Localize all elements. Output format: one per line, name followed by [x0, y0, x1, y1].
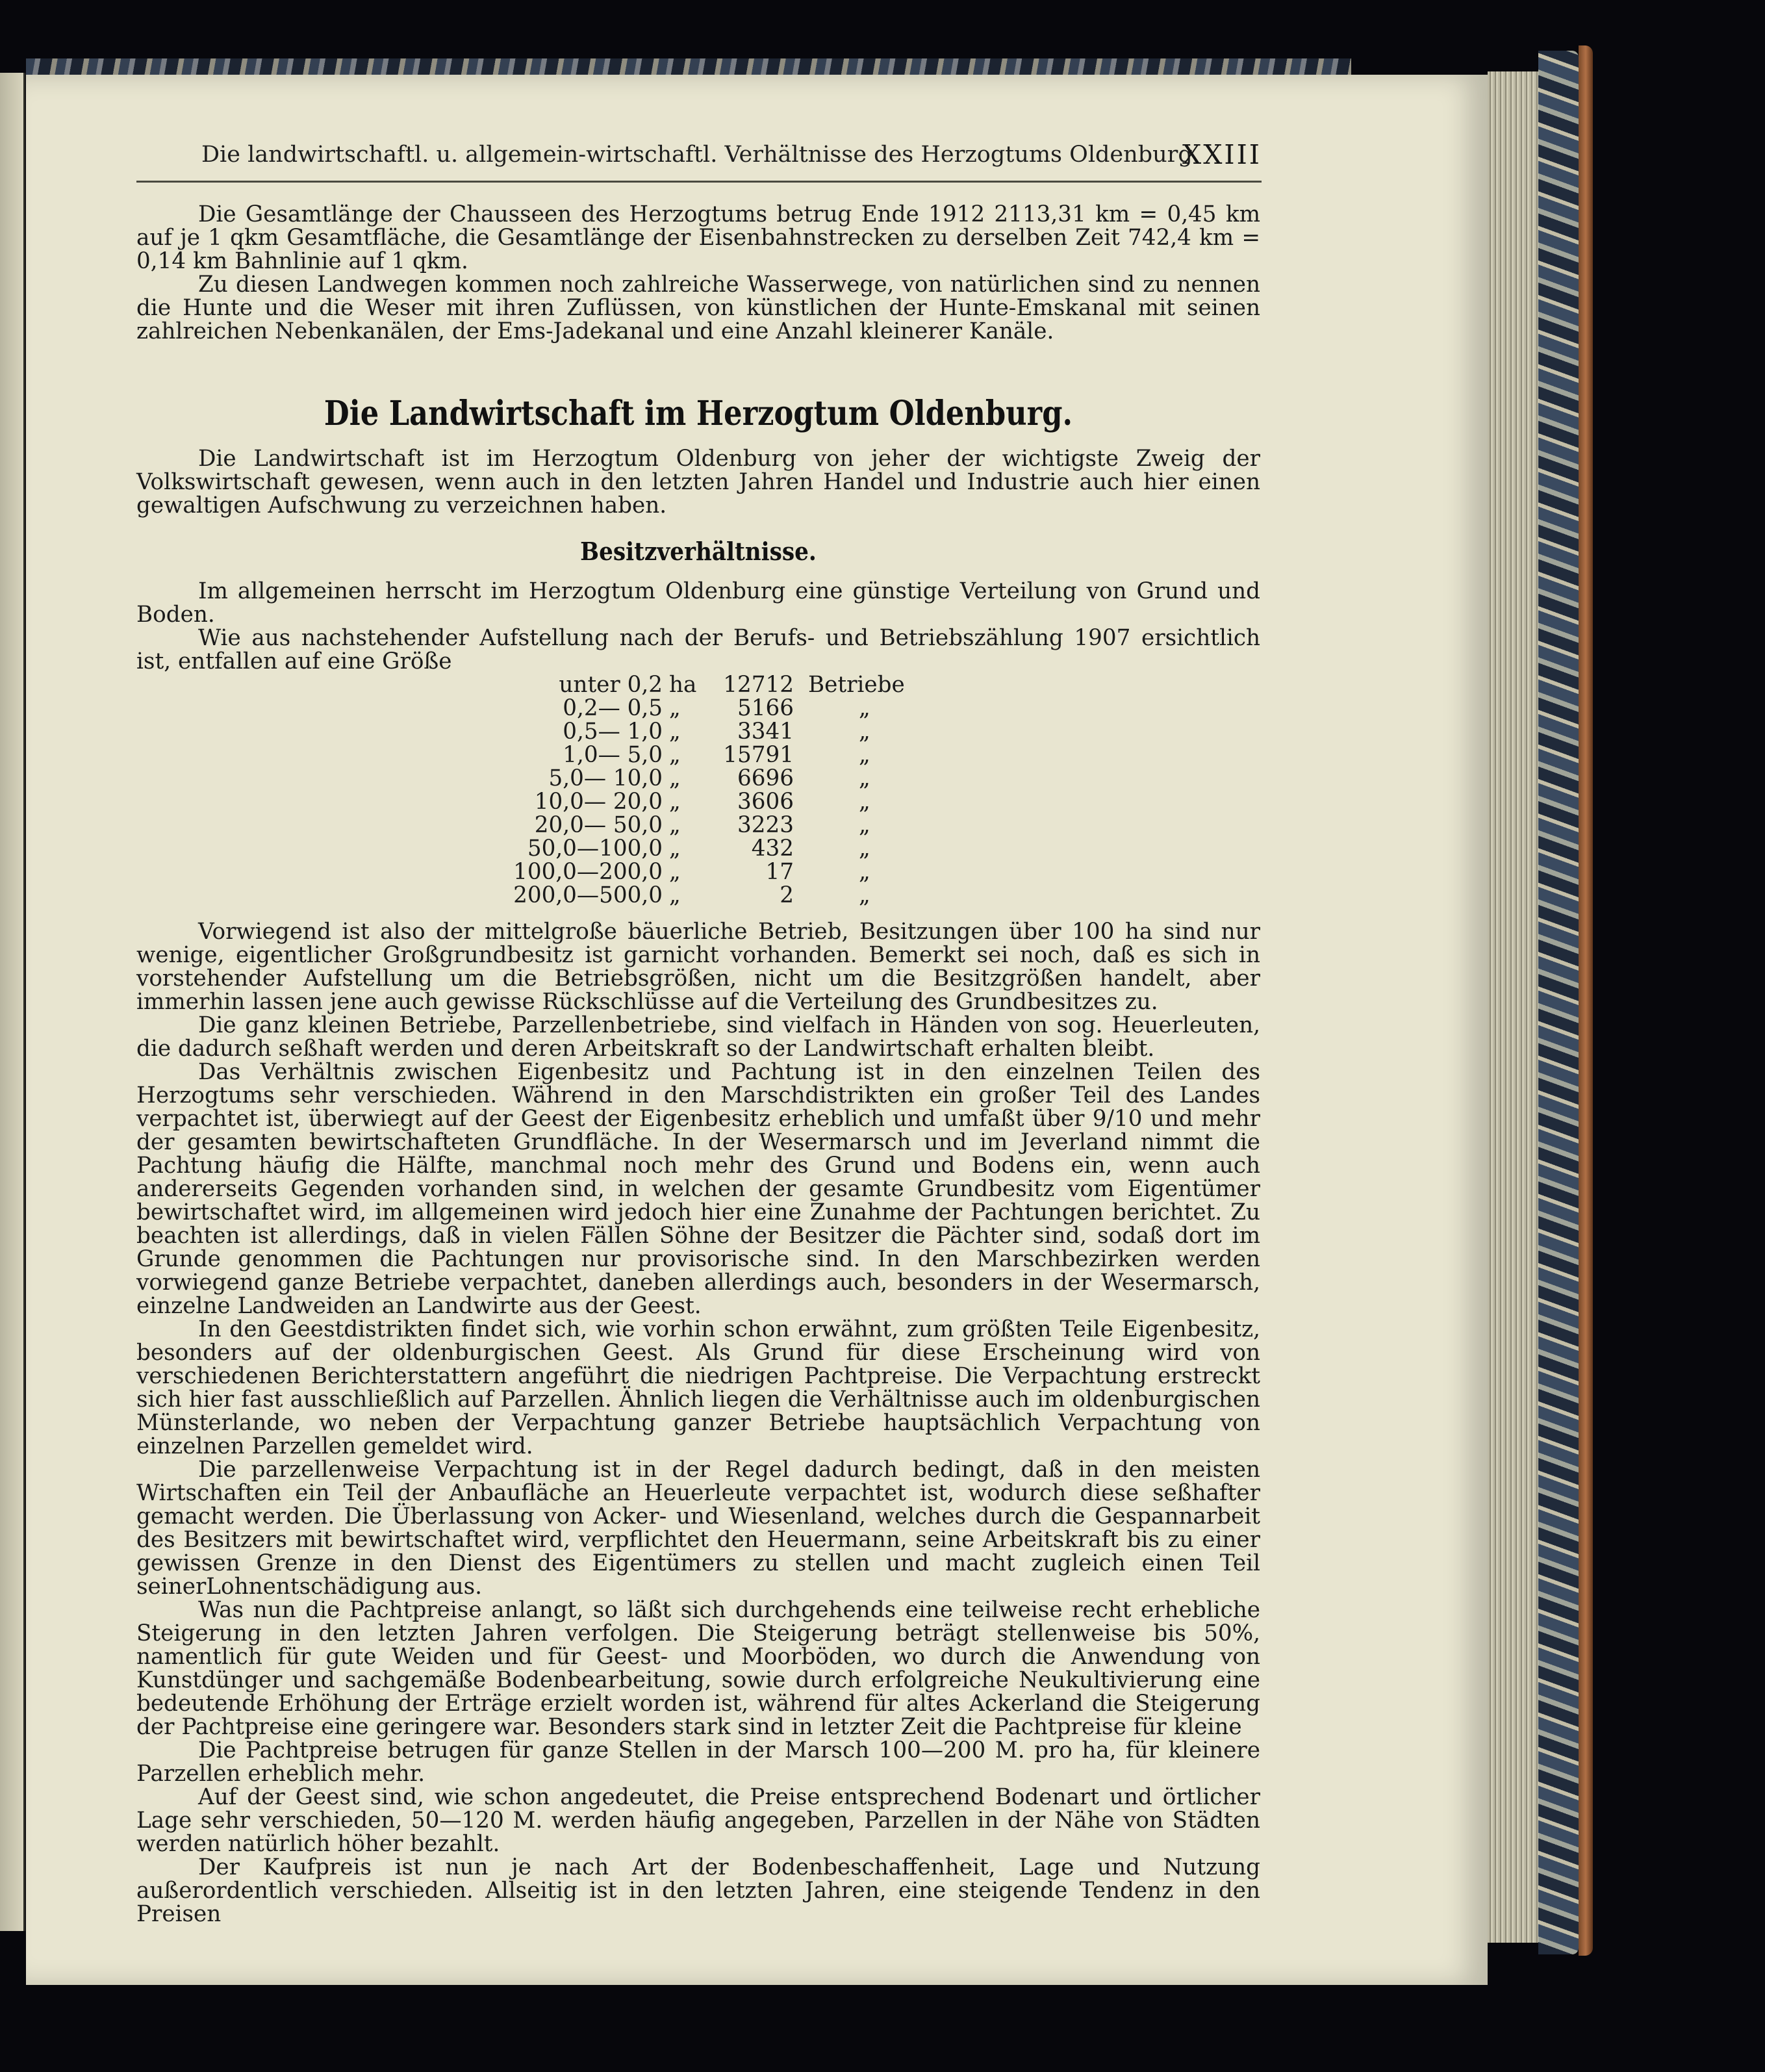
farm-count: 12712 — [723, 672, 794, 698]
facing-page-edge — [0, 73, 25, 1931]
table-row — [474, 673, 963, 697]
count-label: „ — [859, 719, 870, 745]
farm-count: 3606 — [737, 789, 794, 815]
count-label: „ — [859, 812, 870, 838]
size-range: 10,0— 20,0 — [534, 789, 663, 815]
farm-count: 3341 — [737, 719, 794, 745]
farm-count: 15791 — [723, 742, 794, 768]
farm-size-table — [474, 673, 963, 907]
paragraph: Auf der Geest sind, wie schon angedeutet, die Preise entsprechend Bodenart und örtlicher Lage sehr verschieden, 50—120 M. werden häufig angegeben, Parzellen in der Nähe von Städten werden natürlich höher bezahlt. — [136, 1784, 1260, 1857]
farm-count: 2 — [780, 882, 794, 908]
count-label: „ — [859, 859, 870, 885]
table-row — [474, 720, 963, 743]
table-row — [474, 860, 963, 884]
count-label: „ — [859, 742, 870, 768]
size-range: 5,0— 10,0 — [548, 765, 663, 791]
farm-count: 5166 — [737, 695, 794, 721]
paragraph: Was nun die Pachtpreise anlangt, so läßt sich durchgehends eine teilweise recht erhebliche Steigerung in den letzten Jahren verfolgen. Die Steigerung beträgt stellenweise bis 50%, namentlich für gute Weiden und für Geest- und Moorböden, wo durch die Anwendung von Kunstdünger und sachgemäße Bodenbearbeitung, sowie durch erfolgreiche Neukultivierung eine bedeutende Erhöhung der Erträge erzielt worden ist, während für altes Ackerland die Steigerung der Pachtpreise eine geringere war. Besonders stark sind in letzter Zeit die Pachtpreise für kleine — [136, 1597, 1260, 1740]
unit: „ — [669, 789, 681, 815]
leather-spine — [1579, 45, 1593, 1956]
main-text — [136, 920, 1260, 1926]
size-range: 50,0—100,0 — [527, 836, 663, 862]
count-label: Betriebe — [808, 672, 905, 698]
paragraph: Wie aus nachstehender Aufstellung nach der Berufs- und Betriebszählung 1907 ersichtlich ist, entfallen auf eine Größe — [136, 625, 1260, 674]
farm-count: 17 — [765, 859, 794, 885]
count-label: „ — [859, 882, 870, 908]
paragraph: Die Gesamtlänge der Chausseen des Herzogtums betrug Ende 1912 2113,31 km = 0,45 km auf je 1 qkm Gesamtfläche, die Gesamtlänge der Eisenbahnstrecken zu derselben Zeit 742,4 km = 0,14 km Bahnlinie auf 1 qkm. — [136, 201, 1260, 274]
farm-count: 3223 — [737, 812, 794, 838]
unit: „ — [669, 695, 681, 721]
paragraph: Der Kaufpreis ist nun je nach Art der Bodenbeschaffenheit, Lage und Nutzung außerordentlich verschieden. Allseitig ist in den letzten Jahren, eine steigende Tendenz in den Preisen — [136, 1854, 1260, 1927]
unit: „ — [669, 719, 681, 745]
running-title: Die landwirtschaftl. u. allgemein-wirtschaftl. Verhältnisse des Herzogtums Oldenburg. — [201, 142, 1200, 168]
paragraph: Vorwiegend ist also der mittelgroße bäuerliche Betrieb, Besitzungen über 100 ha sind nur wenige, eigentlicher Großgrundbesitz ist garnicht vorhanden. Bemerkt sei noch, daß es sich in vorstehender Aufstellung um die Betriebsgrößen, nicht um die Besitzgrößen handelt, aber immerhin lassen jene auch gewisse Rückschlüsse auf die Verteilung des Grundbesitzes zu. — [136, 919, 1260, 1015]
size-range: unter 0,2 — [559, 672, 663, 698]
table-row — [474, 743, 963, 767]
count-label: „ — [859, 765, 870, 791]
unit: ha — [669, 672, 697, 698]
size-range: 0,2— 0,5 — [563, 695, 663, 721]
page-stack-edge — [1488, 71, 1538, 1943]
paragraph: Das Verhältnis zwischen Eigenbesitz und Pachtung ist in den einzelnen Teilen des Herzogtums sehr verschieden. Während in den Marschdistrikten ein großer Teil des Landes verpachtet ist, überwiegt auf der Geest der Eigenbesitz erheblich und umfaßt über 9/10 und mehr der gesamten bewirtschafteten Grundfläche. In der Wesermarsch und im Jeverland nimmt die Pachtung häufig die Hälfte, manchmal noch mehr des Grund und Bodens ein, wenn auch andererseits Gegenden vorhanden sind, in welchen der gesamte Grundbesitz vom Eigentümer bewirtschaftet wird, im allgemeinen wird jedoch hier eine Zunahme der Pachtungen berichtet. Zu beachten ist allerdings, daß in vielen Fällen Söhne der Besitzer die Pächter sind, sodaß dort im Grunde genommen die Pachtungen nur provisorische sind. In den Marschbezirken werden vorwiegend ganze Betriebe verpachtet, daneben allerdings auch, besonders in der Wesermarsch, einzelne Landweiden an Landwirte aus der Geest. — [136, 1059, 1260, 1319]
paragraph: Die Pachtpreise betrugen für ganze Stellen in der Marsch 100—200 M. pro ha, für kleinere Parzellen erheblich mehr. — [136, 1737, 1260, 1787]
unit: „ — [669, 836, 681, 862]
section-intro — [136, 447, 1260, 517]
paragraph: Die ganz kleinen Betriebe, Parzellenbetriebe, sind vielfach in Händen von sog. Heuerleuten, die dadurch seßhaft werden und deren Arbeitskraft so der Landwirtschaft erhalten bleibt. — [136, 1012, 1260, 1062]
table-row — [474, 767, 963, 790]
intro-text — [136, 203, 1260, 343]
farm-count: 6696 — [737, 765, 794, 791]
paragraph: Die Landwirtschaft ist im Herzogtum Oldenburg von jeher der wichtigste Zweig der Volkswirtschaft gewesen, wenn auch in den letzten Jahren Handel und Industrie auch hier einen gewaltigen Aufschwung zu verzeichnen haben. — [136, 446, 1260, 518]
unit: „ — [669, 812, 681, 838]
page-number: XXIII — [1182, 139, 1262, 170]
size-range: 1,0— 5,0 — [563, 742, 663, 768]
unit: „ — [669, 742, 681, 768]
table-row — [474, 790, 963, 813]
table-row — [474, 884, 963, 907]
running-header — [136, 139, 1262, 183]
paragraph: Zu diesen Landwegen kommen noch zahlreiche Wasserwege, von natürlichen sind zu nennen die Hunte und die Weser mit ihren Zuflüssen, von künstlichen der Hunte-Emskanal mit seinen zahlreichen Nebenkanälen, der Ems-Jadekanal und eine Anzahl kleinerer Kanäle. — [136, 272, 1260, 344]
paragraph: In den Geestdistrikten findet sich, wie vorhin schon erwähnt, zum größten Teile Eigenbesitz, besonders auf der oldenburgischen Geest. Als Grund für diese Erscheinung wird von verschiedenen Berichterstattern angeführt die niedrigen Pachtpreise. Die Verpachtung erstreckt sich hier fast ausschließlich auf Parzellen. Ähnlich liegen die Verhältnisse auch im oldenburgischen Münsterlande, wo neben der Verpachtung ganzer Betriebe hauptsächlich Verpachtung von einzelnen Parzellen gemeldet wird. — [136, 1316, 1260, 1459]
unit: „ — [669, 859, 681, 885]
count-label: „ — [859, 789, 870, 815]
table-row — [474, 813, 963, 837]
size-range: 0,5— 1,0 — [563, 719, 663, 745]
size-range: 100,0—200,0 — [513, 859, 663, 885]
table-row — [474, 697, 963, 720]
count-label: „ — [859, 695, 870, 721]
count-label: „ — [859, 836, 870, 862]
paragraph: Die parzellenweise Verpachtung ist in der Regel dadurch bedingt, daß in den meisten Wirtschaften ein Teil der Anbaufläche an Heuerleute verpachtet ist, wodurch diese seßhafter gemacht werden. Die Überlassung von Acker- und Wiesenland, welches durch die Gespannarbeit des Besitzers mit bewirtschaftet wird, verpflichtet den Heuermann, seine Arbeitskraft bis zu einer gewissen Grenze in den Dienst des Eigentümers zu stellen und macht zugleich einen Teil seinerLohnentschädigung aus. — [136, 1457, 1260, 1600]
unit: „ — [669, 765, 681, 791]
paragraph: Im allgemeinen herrscht im Herzogtum Oldenburg eine günstige Verteilung von Grund und Boden. — [136, 578, 1260, 628]
section-heading: Die Landwirtschaft im Herzogtum Oldenburg. — [324, 394, 1073, 433]
size-range: 20,0— 50,0 — [534, 812, 663, 838]
subsection-heading: Besitzverhältnisse. — [580, 537, 817, 566]
marbled-cover — [1538, 51, 1579, 1954]
subsection-intro — [136, 580, 1260, 673]
size-range: 200,0—500,0 — [513, 882, 663, 908]
farm-count: 432 — [751, 836, 794, 862]
table-row — [474, 837, 963, 860]
unit: „ — [669, 882, 681, 908]
